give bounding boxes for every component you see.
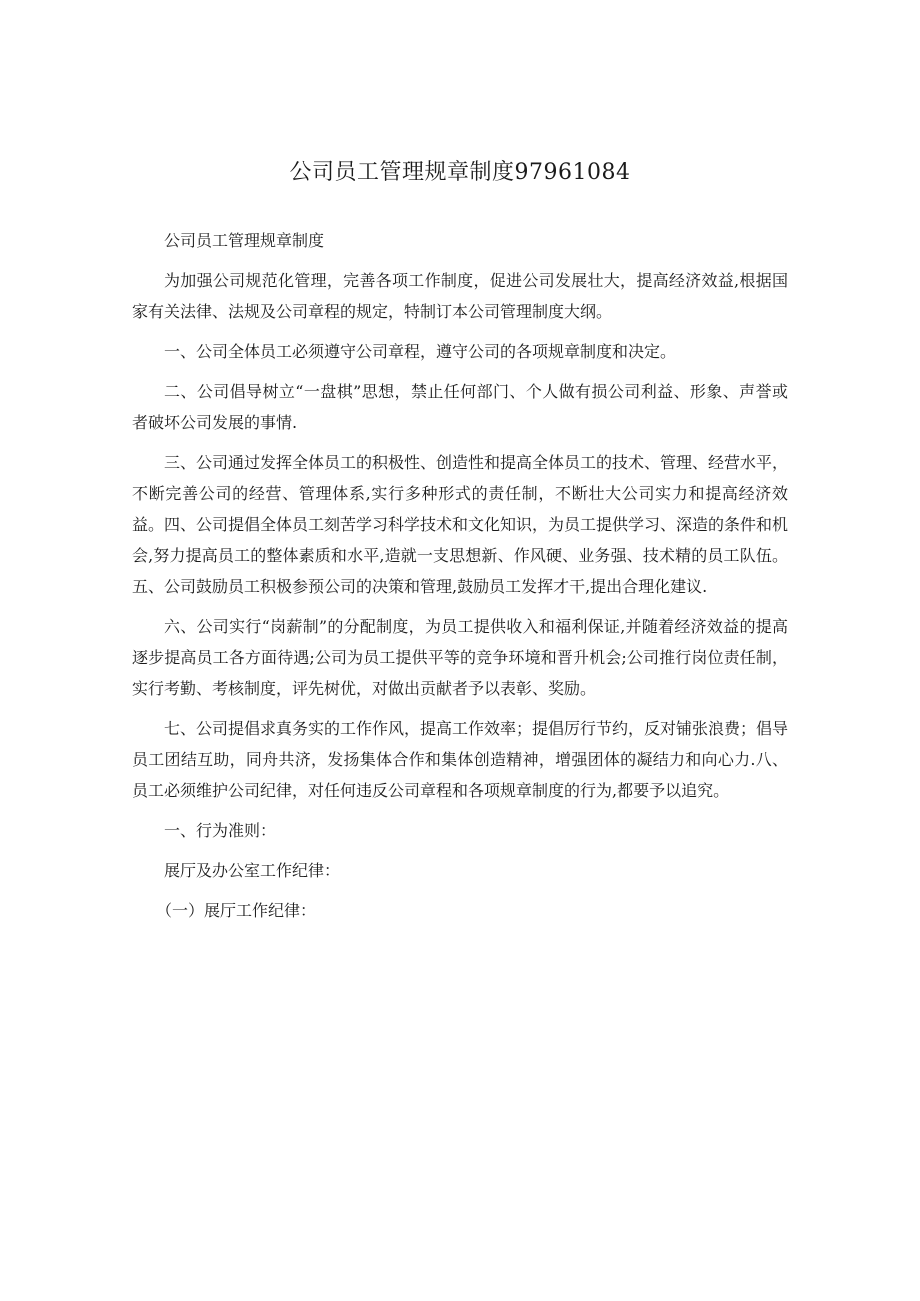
paragraph-intro: 为加强公司规范化管理，完善各项工作制度，促进公司发展壮大，提高经济效益,根据国家有关法律、法规及公司章程的规定，特制订本公司管理制度大纲。 [132, 271, 788, 321]
section-heading-conduct: 一、行为准则： [164, 821, 277, 840]
paragraph-article-6: 六、公司实行“岗薪制”的分配制度，为员工提供收入和福利保证,并随着经济效益的提高逐步提高员工各方面待遇;公司为员工提供平等的竞争环境和晋升机会;公司推行岗位责任制，实行考勤、考核制度，评先树优，对做出贡献者予以表彰、奖励。 [132, 617, 788, 698]
document-title: 公司员工管理规章制度97961084 [289, 160, 631, 185]
subsection-heading-discipline: 展厅及办公室工作纪律： [164, 861, 341, 880]
paragraph-article-1: 一、公司全体员工必须遵守公司章程，遵守公司的各项规章制度和决定。 [164, 342, 677, 361]
paragraph-article-2: 二、公司倡导树立“一盘棋”思想，禁止任何部门、个人做有损公司利益、形象、声誉或者破坏公司发展的事情. [132, 382, 788, 432]
document-body [132, 225, 788, 935]
paragraph-article-3-5: 三、公司通过发挥全体员工的积极性、创造性和提高全体员工的技术、管理、经营水平，不断完善公司的经营、管理体系,实行多种形式的责任制，不断壮大公司实力和提高经济效益。四、公司提倡全体员工刻苦学习科学技术和文化知识，为员工提供学习、深造的条件和机会,努力提高员工的整体素质和水平,造就一支思想新、作风硬、业务强、技术精的员工队伍。五、公司鼓励员工积极参预公司的决策和管理,鼓励员工发挥才干,提出合理化建议. [132, 453, 789, 596]
subsection-heading-showroom: （一）展厅工作纪律： [156, 901, 317, 920]
paragraph-heading: 公司员工管理规章制度 [164, 231, 325, 250]
paragraph-article-7-8: 七、公司提倡求真务实的工作作风，提高工作效率；提倡厉行节约，反对铺张浪费；倡导员工团结互助，同舟共济，发扬集体合作和集体创造精神，增强团体的凝结力和向心力.八、员工必须维护公司纪律，对任何违反公司章程和各项规章制度的行为,都要予以追究。 [132, 719, 789, 800]
